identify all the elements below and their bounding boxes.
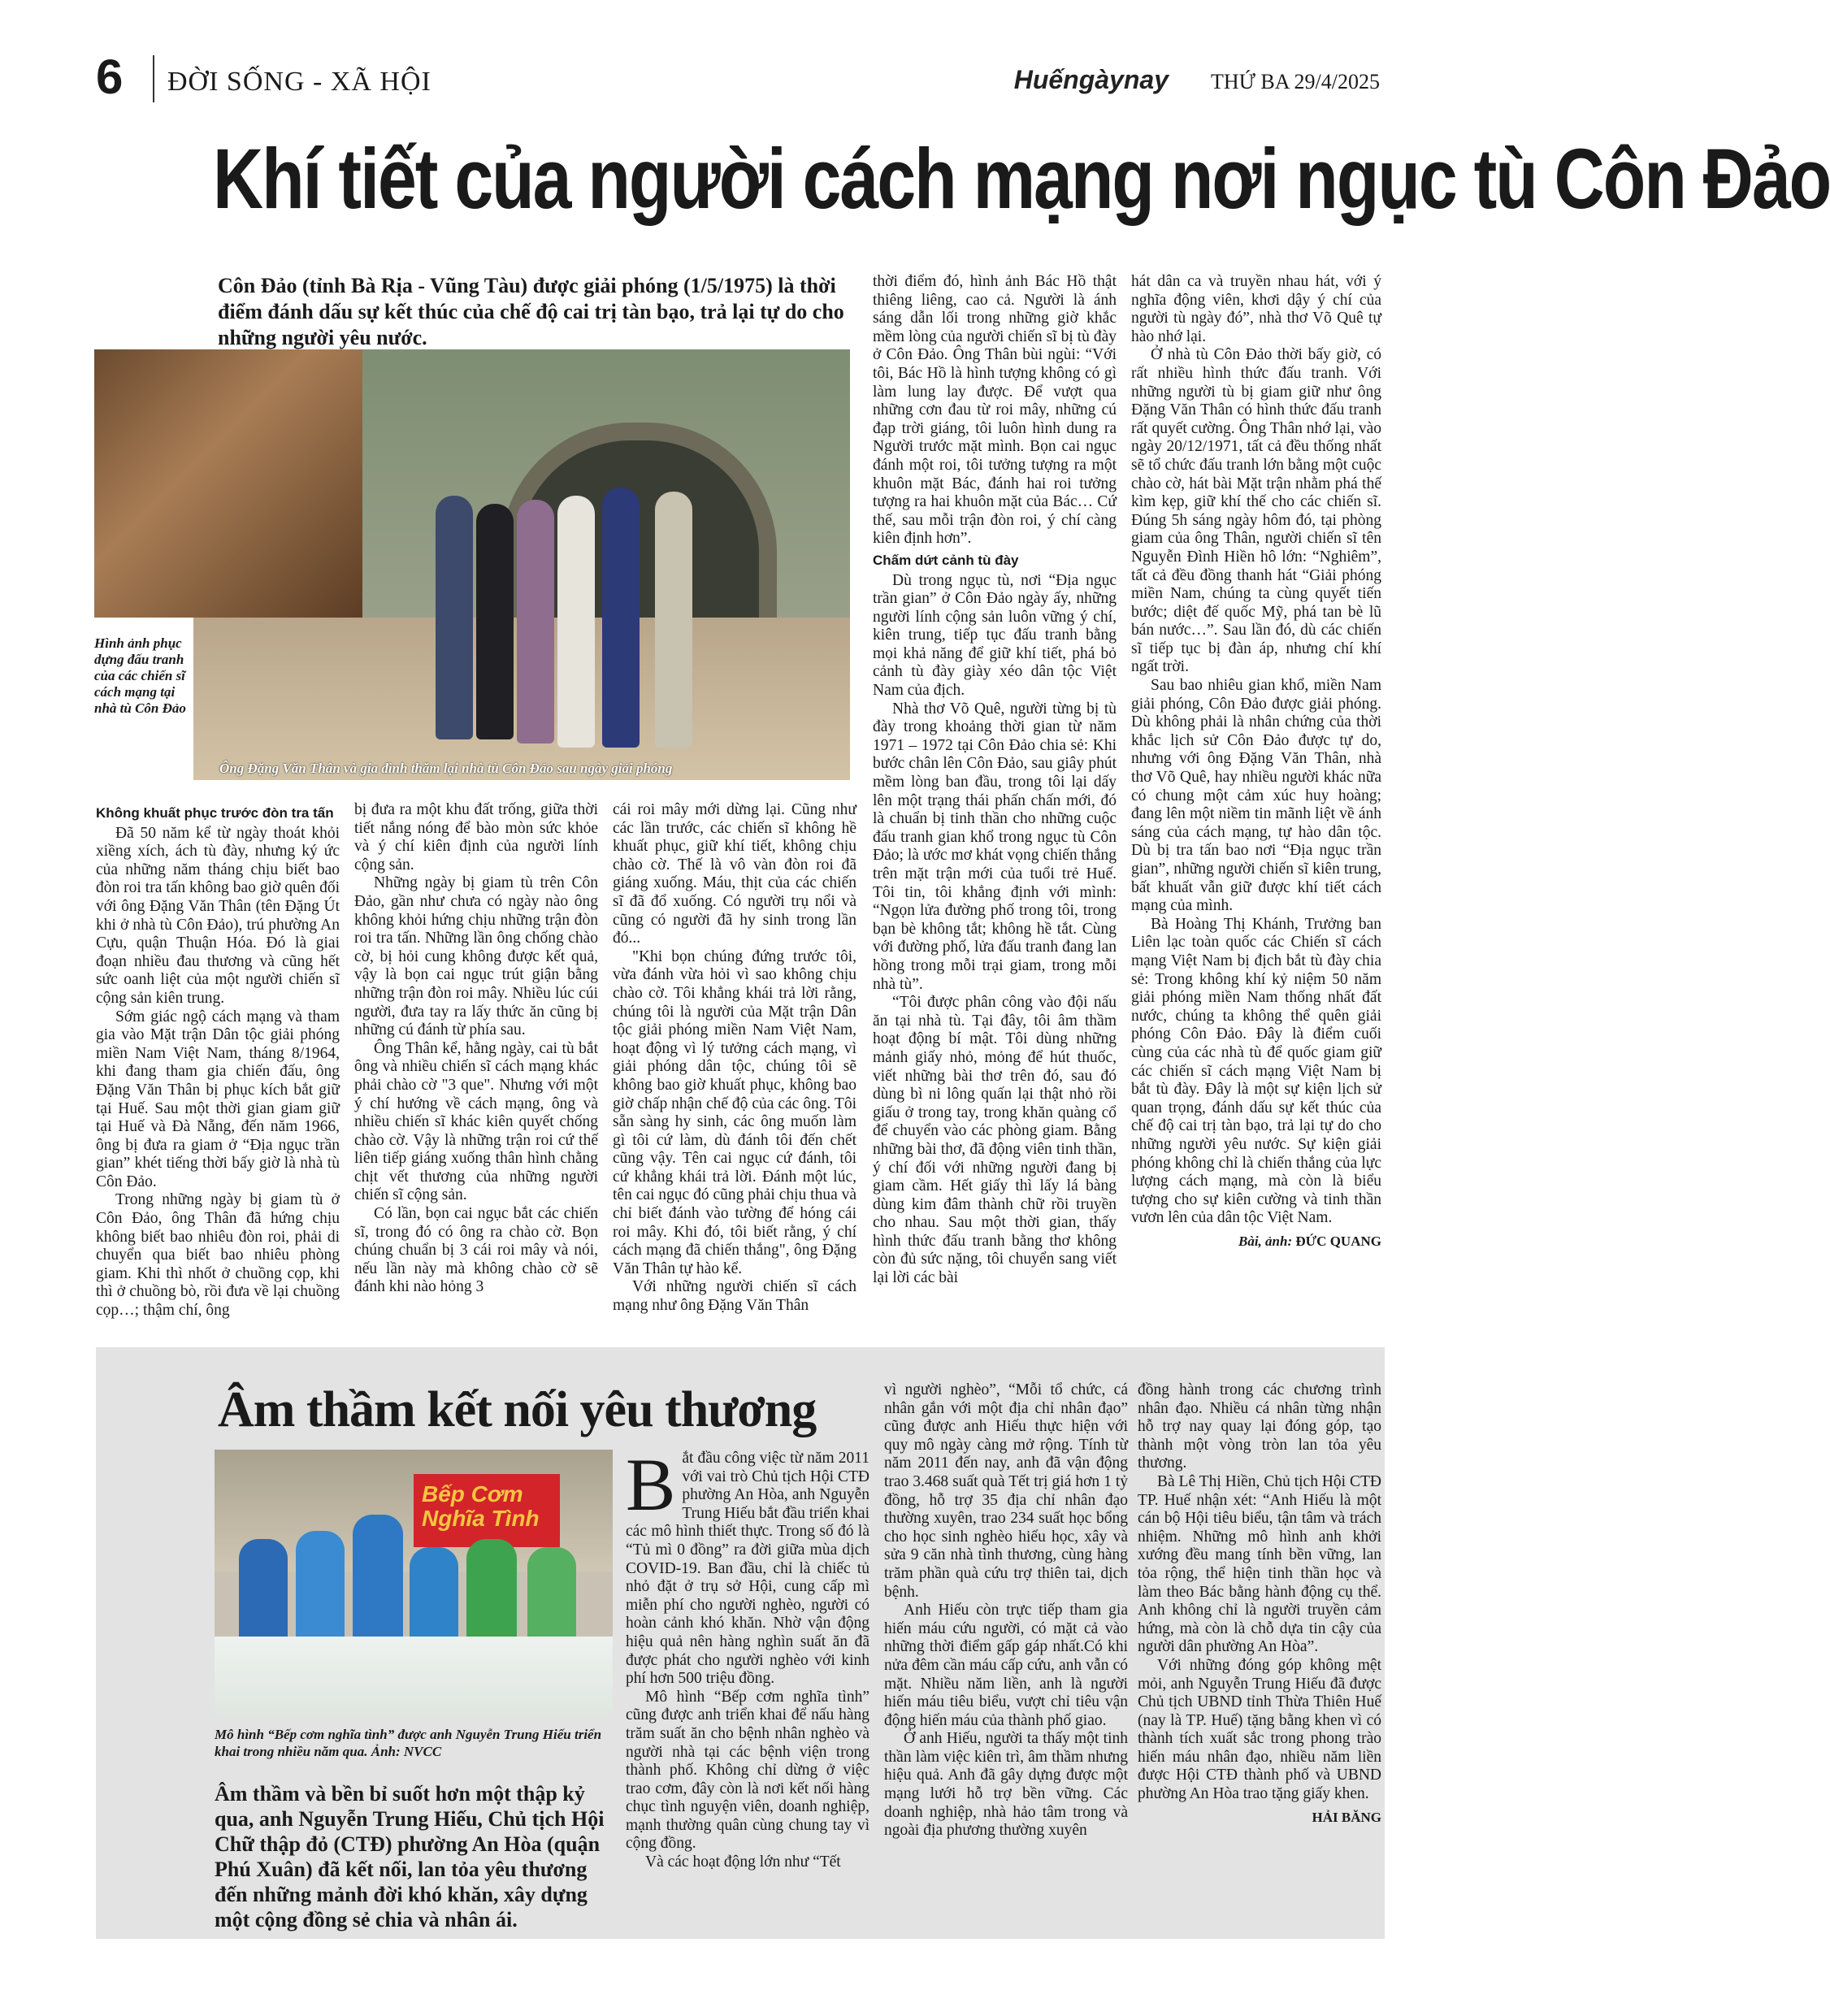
article1-column-5 bbox=[1131, 273, 1381, 1251]
article2-lead: Âm thầm và bền bỉ suốt hơn một thập kỷ qua, anh Nguyễn Trung Hiếu, Chủ tịch Hội Chữ thập đỏ (CTĐ) phường An Hòa (quận Phú Xuân) đã kết nối, lan tỏa yêu thương đến những mảnh đời khó khăn, xây dựng một cộng đồng sẻ chia và nhân ái. bbox=[215, 1782, 605, 1931]
article1-photo-caption-side: Hình ảnh phục dựng đấu tranh của các chiến sĩ cách mạng tại nhà tù Côn Đảo bbox=[94, 635, 186, 716]
paragraph: hát dân ca và truyền nhau hát, với ý nghĩa động viên, khơi dậy ý chí của người tù ngày đó”, nhà thơ Võ Quê tự hào nhớ lại. bbox=[1131, 273, 1381, 345]
paragraph: Đã 50 năm kể từ ngày thoát khỏi xiềng xích, ách tù đày, nhưng ký ức của những năm tháng chịu biết bao đòn roi tra tấn không bao giờ quên đối với ông Đặng Văn Thân (tên Đặng Út khi ở nhà tù Côn Đảo), trú phường An Cựu, quận Thuận Hóa. Đó là giai đoạn nhiều đau thương và cũng hết sức oanh liệt của một người chiến sĩ cộng sản kiên trung. bbox=[96, 824, 340, 1007]
paragraph: Trong những ngày bị giam tù ở Côn Đảo, ông Thân đã hứng chịu không biết bao nhiêu đòn roi, phải di chuyển qua biết bao nhiêu phòng giam. Khi thì nhốt ở chuồng cọp, khi thì ở chuồng bò, rồi đưa về lại chuồng cọp…; thậm chí, ông bbox=[96, 1191, 340, 1320]
article1-column-2 bbox=[354, 801, 598, 1297]
paragraph: Với những người chiến sĩ cách mạng như ông Đặng Văn Thân bbox=[613, 1278, 856, 1315]
article2-title: Âm thầm kết nối yêu thương bbox=[218, 1382, 817, 1437]
article2-column-3 bbox=[1138, 1381, 1381, 1827]
header-divider bbox=[153, 55, 154, 102]
page-header bbox=[96, 49, 1380, 106]
section-name: ĐỜI SỐNG - XÃ HỘI bbox=[167, 67, 431, 97]
page-number: 6 bbox=[96, 50, 124, 104]
kitchen-banner: Bếp Cơm Nghĩa Tình bbox=[414, 1474, 560, 1547]
article1-column-3 bbox=[613, 801, 856, 1316]
article1-photo-caption: Ông Đặng Văn Thân và gia đình thăm lại nhà tù Côn Đảo sau ngày giải phóng bbox=[219, 761, 673, 776]
article2-byline bbox=[1138, 1809, 1381, 1827]
paper-logo: Huếngàynay bbox=[1013, 65, 1169, 94]
byline-name: ĐỨC QUANG bbox=[1295, 1233, 1381, 1249]
paragraph-text: ắt đầu công việc từ năm 2011 với vai trò Chủ tịch Hội CTĐ phường An Hòa, anh Nguyễn Trung Hiếu bắt đầu triển khai các mô hình thiết thực. Trong số đó là “Tủ mì 0 đồng” ra đời giữa mùa dịch COVID-19. Ban đầu, chỉ là chiếc tủ nhỏ đặt ở trụ sở Hội, cung cấp mì miễn phí cho người nghèo, người có hoàn cảnh khó khăn. Nhờ vận động hiệu quả nên hàng nghìn suất ăn đã được phát cho người nghèo với kinh phí hơn 500 triệu đồng. bbox=[626, 1450, 869, 1688]
paragraph: Ở anh Hiếu, người ta thấy một tinh thần làm việc kiên trì, âm thầm nhưng hiệu quả. Anh đã gây dựng được một mạng lưới hỗ trợ bền vững. Các doanh nghiệp, nhà hảo tâm trong và ngoài địa phương thường xuyên bbox=[884, 1730, 1128, 1840]
paragraph: Và các hoạt động lớn như “Tết bbox=[645, 1853, 841, 1871]
paragraph: Những ngày bị giam tù trên Côn Đảo, gần như chưa có ngày nào ông không khỏi hứng chịu những trận đòn roi tra tấn. Những lần ông chống chào cờ, bị hỏi cung không được kết quả, vậy là bọn cai ngục trút giận bằng những trận đòn roi mây. Nhiều lúc cúi người, đưa tay ra lấy thức ăn cũng bị những cú đánh từ phía sau. bbox=[354, 874, 598, 1039]
drop-cap: B bbox=[626, 1443, 676, 1526]
paragraph: cái roi mây mới dừng lại. Cũng như các lần trước, các chiến sĩ không hề khuất phục, giữ khí tiết, không chịu chào cờ. Thế là vô vàn đòn roi đã giáng xuống. Máu, thịt của các chiến sĩ đã đổ xuống. Có người trụ nổi và cũng có người đã hy sinh trong lần đó... bbox=[613, 801, 856, 947]
article2-column-2 bbox=[884, 1381, 1128, 1840]
paragraph: Nhà thơ Võ Quê, người từng bị tù đày trong khoảng thời gian từ năm 1971 – 1972 tại Côn Đảo chia sẻ: Khi bước chân lên Côn Đảo, sau giây phút mềm lòng ban đầu, trong tôi lại dấy lên một trạng thái phấn chấn mới, đó là chuẩn bị tinh thần cho những cuộc đấu tranh gian khổ trong ngục tù Côn Đảo; là ước mơ khát vọng chiến thắng trên mặt trận mới của tuổi trẻ Huế. Tôi tin, tôi khẳng định với mình: “Ngọn lửa đường phố trong tôi, trong bạn bè không tắt; không hề tắt. Cùng với đường phố, lửa đấu tranh đang lan hồng trong mỗi trại giam, trong mỗi nhà tù”. bbox=[873, 700, 1117, 993]
paragraph: Ở nhà tù Côn Đảo thời bấy giờ, có rất nhiều hình thức đấu tranh. Với những người tù bị giam giữ như ông Đặng Văn Thân có hình thức đấu tranh rất quyết cường. Ông Thân nhớ lại, vào ngày 20/12/1971, tất cả đều thống nhất sẽ tổ chức đấu tranh lớn bằng một cuộc chào cờ, hát bài Mặt trận nhằm phá thế kìm kẹp, giữ khí thế cho các chiến sĩ. Đúng 5h sáng ngày hôm đó, tại phòng giam của ông Thân, người chiến sĩ tên Nguyễn Đình Hiền hô lớn: “Nghiêm”, tất cả đều đồng thanh hát “Giải phóng miền Nam, chúng ta cùng quyết tiến bước; diệt đế quốc Mỹ, phá tan bè lũ bán nước…”. Sau lần đó, dù các chiến sĩ tiếp tục bị đàn áp, nhưng chí khí ngất trời. bbox=[1131, 346, 1381, 676]
paragraph: "Khi bọn chúng đứng trước tôi, vừa đánh vừa hỏi vì sao không chịu chào cờ. Tôi khẳng khái trả lời rằng, chúng tôi là người của Mặt trận Dân tộc giải phóng miền Nam Việt Nam, hoạt động vì lý tưởng cách mạng, vì giải phóng dân tộc, chúng tôi sẽ không bao giờ khuất phục, không bao giờ chấp nhận chế độ của các ông. Tôi sẵn sàng hy sinh, các ông muốn làm gì tôi cứ làm, dù đánh tôi đến chết cũng vậy. Tên cai ngục cứ đánh, tôi cứ khẳng khái trả lời. Đánh một lúc, tên cai ngục đó cũng phải chịu thua và chỉ biết đánh vào tường để hóng cái roi mây. Khi đó, tôi biết rằng, ý chí cách mạng đã chiến thắng", ông Đặng Văn Thân tự hào kể. bbox=[613, 947, 856, 1277]
paragraph: bị đưa ra một khu đất trống, giữa thời tiết nắng nóng để bào mòn sức khỏe và ý chí kiên định của người lính cộng sản. bbox=[354, 801, 598, 874]
issue-date: THỨ BA 29/4/2025 bbox=[1211, 70, 1380, 93]
statues-scene bbox=[94, 349, 362, 618]
person-figure bbox=[602, 488, 640, 748]
article1-subhead: Chấm dứt cảnh tù đày bbox=[873, 552, 1019, 568]
paragraph: Bà Hoàng Thị Khánh, Trưởng ban Liên lạc toàn quốc các Chiến sĩ cách mạng Việt Nam bị địch bắt tù đày chia sẻ: Trong không khí kỷ niệm 50 năm giải phóng miền Nam thống nhất đất nước, chúng ta không thể quên giải phóng Côn Đảo. Đây là điểm cuối cùng của các nhà tù để quốc giam giữ các chiến sĩ cách mạng Việt Nam bị bắt tù đày. Đây là một sự kiện lịch sử quan trọng, đánh dấu sự kết thúc của chế độ cai trị tàn bạo, trả lại tự do cho những người yêu nước. Sự kiện giải phóng không chỉ là chiến thắng của lực lượng cách mạng, mà còn là biểu tượng cho sự kiên cường và tinh thần vươn lên của dân tộc Việt Nam. bbox=[1131, 915, 1381, 1227]
person-figure bbox=[557, 496, 595, 748]
article1-photo bbox=[94, 349, 850, 780]
paragraph: Ông Thân kể, hằng ngày, cai tù bắt ông và nhiều chiến sĩ cách mạng khác phải chào cờ "3 que". Nhưng với một ý chí hướng về cách mạng, ông và nhiều chiến sĩ khác kiên quyết chống chào cờ. Vậy là những trận roi cứ thế liên tiếp giáng xuống thân hình chằng chịt vết thương của những người chiến sĩ cộng sản. bbox=[354, 1039, 598, 1204]
article2-column-1 bbox=[626, 1443, 869, 1872]
paragraph: đồng hành trong các chương trình nhân đạo. Nhiều cá nhân từng nhận hỗ trợ nay quay lại đóng góp, tạo thành một vòng tròn lan tỏa yêu thương. bbox=[1138, 1381, 1381, 1472]
article1-subhead: Không khuất phục trước đòn tra tấn bbox=[96, 805, 334, 821]
paragraph: Sau bao nhiêu gian khổ, miền Nam giải phóng, Côn Đảo được giải phóng. Dù không phải là nhân chứng của thời khắc lịch sử Côn Đảo được tự do, nhưng với ông Đặng Văn Thân, nhà thơ Võ Quê, hay nhiều người khác nữa có chung một cảm xúc huy hoàng; đang lên một niềm tin mãnh liệt về ánh sáng của cách mạng, tự hào dân tộc. Dù bị tra tấn bao nơi “Địa ngục trần gian”, những người chiến sĩ kiên trung, bất khuất vẫn giữ được khí tiết cách mạng của mình. bbox=[1131, 677, 1381, 915]
article1-lead: Côn Đảo (tỉnh Bà Rịa - Vũng Tàu) được giải phóng (1/5/1975) là thời điểm đánh dấu sự kết thúc của chế độ cai trị tàn bạo, trả lại tự do cho những người yêu nước. bbox=[218, 274, 844, 349]
person-figure bbox=[517, 500, 554, 744]
paragraph: Sớm giác ngộ cách mạng và tham gia vào Mặt trận Dân tộc giải phóng miền Nam Việt Nam, tháng 8/1964, khi đang tham gia chiến đấu, ông Đặng Văn Thân bị phục kích bắt giữ tại Huế. Sau một thời gian giam giữ tại Huế và Đà Nẵng, đến năm 1966, ông bị đưa ra giam ở “Địa ngục trần gian” khét tiếng thời bấy giờ là nhà tù Côn Đảo. bbox=[96, 1008, 340, 1190]
paragraph: vì người nghèo”, “Mỗi tổ chức, cá nhân gắn với một địa chỉ nhân đạo” cũng được anh Hiếu thực hiện với quy mô ngày càng mở rộng. Tính từ năm 2011 đến nay, anh đã vận động trao 3.468 suất quà Tết trị giá hơn 1 tỷ đồng, hỗ trợ 35 địa chỉ nhân đạo thường xuyên, trao 234 suất học bổng cho học sinh nghèo hiếu học, xây và sửa 9 căn nhà tình thương, cùng hàng trăm phần quà cứu trợ thiên tai, dịch bệnh. bbox=[884, 1381, 1128, 1601]
article2-photo bbox=[215, 1450, 613, 1718]
article1-title: Khí tiết của người cách mạng nơi ngục tù Côn Đảo bbox=[213, 131, 1830, 228]
paragraph: “Tôi được phân công vào đội nấu ăn tại nhà tù. Tại đây, tôi âm thầm hoạt động bí mật. Tôi dùng những mảnh giấy nhỏ, mỏng để hút thuốc, viết những bài thơ trên đó, sau đó dùng bì ni lông quấn lại thật nhỏ rồi giấu ở trong tay, trong khăn quàng cổ để chuyển vào các phòng giam. Bằng những bài thơ, đã động viên tinh thần, ý chí đối với những người đang bị giam cầm. Hết giấy thì lấy lá bàng dùng kim đâm thành chữ rồi truyền cho nhau. Sau một thời gian, thấy hình thức đấu tranh bằng thơ không còn đủ sức nặng, tôi chuyển sang viết lại lời các bài bbox=[873, 994, 1117, 1287]
paragraph bbox=[626, 1443, 869, 1689]
food-bags bbox=[215, 1637, 613, 1718]
article1-byline bbox=[1131, 1233, 1381, 1251]
byline-name: HẢI BĂNG bbox=[1312, 1809, 1381, 1825]
person-figure bbox=[436, 496, 473, 739]
paragraph: Mô hình “Bếp cơm nghĩa tình” cũng được anh triển khai để nấu hàng trăm suất ăn cho bệnh nhân nghèo và người nhà tại các bệnh viện trong thành phố. Không chỉ dừng ở việc trao cơm, đây còn là nơi kết nối hàng chục tình nguyện viên, doanh nghiệp, mạnh thường quân cùng chung tay vì cộng đồng. bbox=[626, 1688, 869, 1853]
paragraph: Có lần, bọn cai ngục bắt các chiến sĩ, trong đó có ông ra chào cờ. Bọn chúng chuẩn bị 3 cái roi mây và nói, nếu lần này mà không chào cờ sẽ đánh khi nào hỏng 3 bbox=[354, 1205, 598, 1296]
person-figure bbox=[476, 504, 514, 739]
paragraph: Bà Lê Thị Hiền, Chủ tịch Hội CTĐ TP. Huế nhận xét: “Anh Hiếu là một cán bộ Hội tiêu biểu, tận tâm và trách nhiệm. Những mô hình anh khởi xướng đều mang tính bền vững, lan tỏa rộng, thể hiện tinh thần học và làm theo Bác bằng hành động cụ thể. Anh không chỉ là người truyền cảm hứng, mà còn là chỗ dựa tin cậy của người dân phường An Hòa”. bbox=[1138, 1472, 1381, 1656]
person-figure bbox=[655, 492, 692, 748]
byline-prefix: Bài, ảnh: bbox=[1238, 1233, 1293, 1249]
paragraph: Với những đóng góp không mệt mỏi, anh Nguyễn Trung Hiếu đã được Chủ tịch UBND tỉnh Thừa Thiên Huế (nay là TP. Huế) tặng bằng khen vì có thành tích xuất sắc trong phong trào hiến máu nhân đạo, nhiều năm liền được Hội CTĐ thành phố và UBND phường An Hòa trao tặng giấy khen. bbox=[1138, 1656, 1381, 1803]
article1-column-1 bbox=[96, 801, 340, 1320]
article2-photo-caption: Mô hình “Bếp cơm nghĩa tình” được anh Nguyễn Trung Hiếu triển khai trong nhiều năm qua. Ảnh: NVCC bbox=[215, 1727, 602, 1759]
article1-column-4 bbox=[873, 273, 1117, 1288]
paragraph: Anh Hiếu còn trực tiếp tham gia hiến máu cứu người, có mặt cả vào những thời điểm gấp gáp nhất.Có khi nửa đêm cần máu cấp cứu, anh vẫn có mặt. Nhiều năm liền, anh là người hiến máu tiêu biểu, vượt chỉ tiêu vận động hiến máu của thành phố giao. bbox=[884, 1602, 1128, 1729]
paragraph: thời điểm đó, hình ảnh Bác Hồ thật thiêng liêng, cao cả. Người là ánh sáng dẫn lối trong những giờ khắc mềm lòng của người chiến sĩ bị tù đày ở Côn Đảo. Ông Thân bùi ngùi: “Với tôi, Bác Hồ là hình tượng không có gì làm lung lay được. Để vượt qua những cơn đau từ roi mây, những cú đạp trời giáng, tôi luôn hình dung ra Người trước mặt mình. Bọn cai ngục đánh một roi, tôi tưởng tượng ra một khuôn mặt Bác, đánh hai roi tưởng tượng ra hai khuôn mặt của Bác… Cứ thế, sau mỗi trận đòn roi, ý chí càng kiên định hơn”. bbox=[873, 273, 1117, 548]
paragraph: Dù trong ngục tù, nơi “Địa ngục trần gian” ở Côn Đảo ngày ấy, những người lính cộng sản luôn vững ý chí, kiên trung, tiếp tục đấu tranh bằng mọi khả năng để giữ khí tiết, phá bỏ cảnh tù đày giày xéo dân tộc Việt Nam của địch. bbox=[873, 571, 1117, 700]
